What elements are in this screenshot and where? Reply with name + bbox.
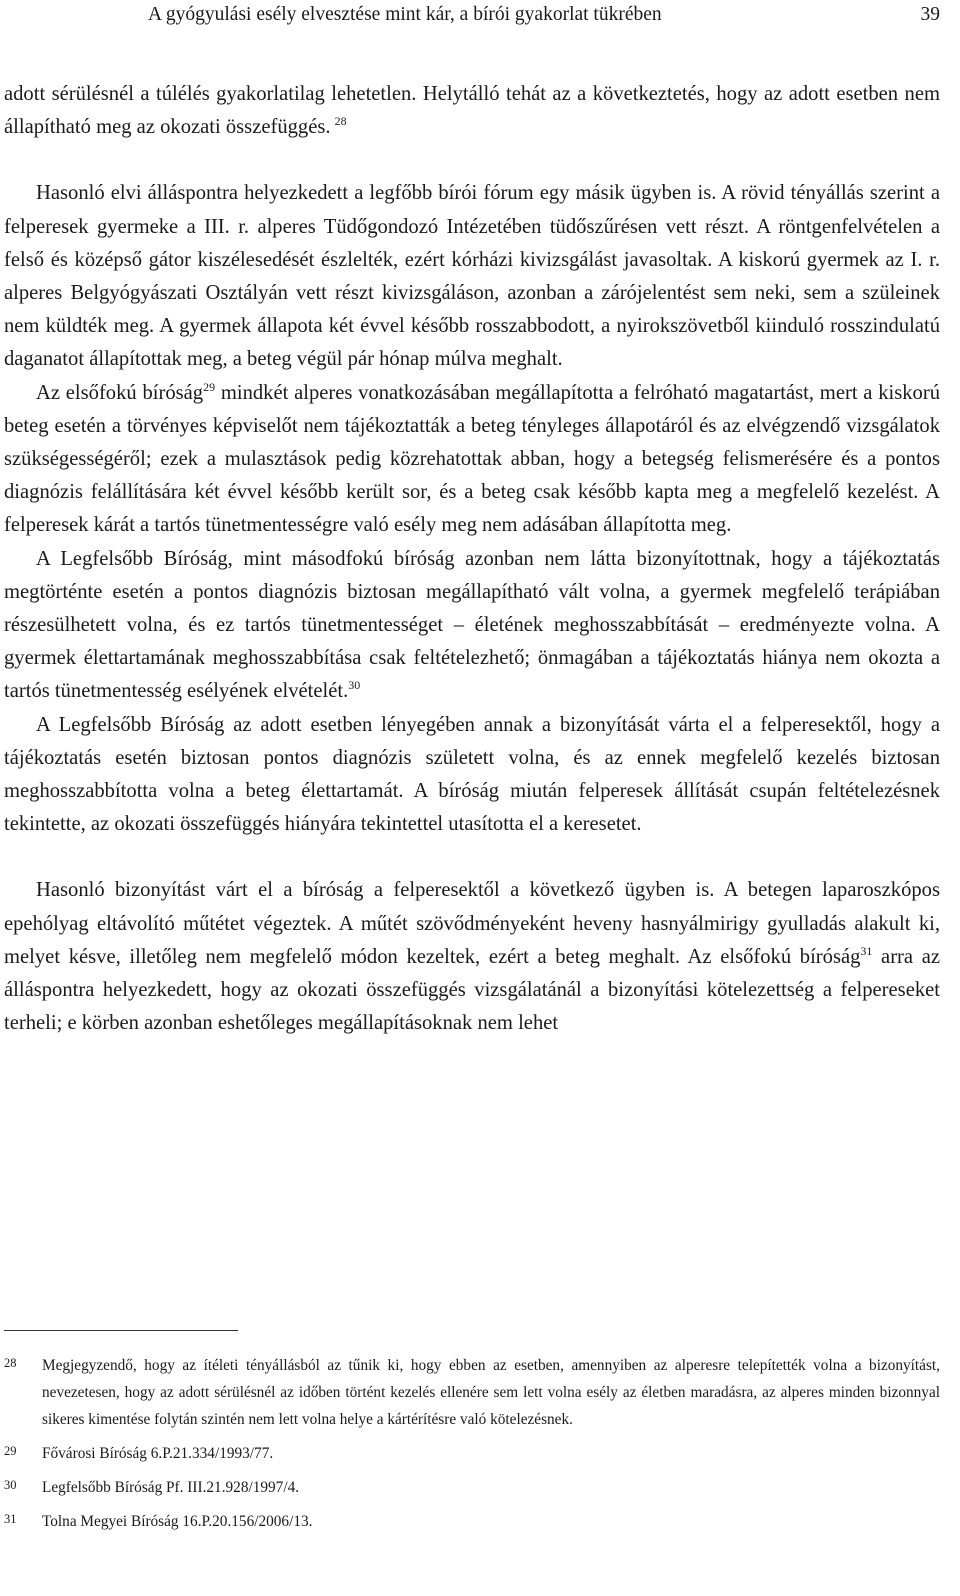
running-header: [0, 0, 960, 40]
footnote-ref-28[interactable]: 28: [334, 114, 347, 129]
footnote-text: Fővárosi Bíróság 6.P.21.334/1993/77.: [42, 1445, 274, 1462]
footnote-29: [4, 1440, 940, 1467]
paragraph-4: A Legfelsőbb Bíróság, mint másodfokú bíróság azonban nem látta bizonyítottnak, hogy a tájékoztatás megtörténte esetén a pontos diagnózis biztosan megállapítható vált volna, a gyermek megfelelő terápiában részesülhetett volna, és ez tartós tünetmentességet – életének meghosszabbítását – eredményezte volna. A gyermek élettartamának meghosszabbítása csak feltételezhető; önmagában a tájékoztatás hiánya nem okozta a tartós tünetmentesség esélyének elvételét.$^{30}$: [4, 547, 940, 703]
paragraph-2: Hasonló elvi álláspontra helyezkedett a legfőbb bírói fórum egy másik ügyben is. A rövid tényállás szerint a felperesek gyermeke a III. r. alperes Tüdőgondozó Intézetében tüdőszűrésen vett részt. A röntgenfelvételen a felső és középső gátor kiszélesedését észlelték, ezért kórházi kivizsgálást javasoltak. A kiskorú gyermek az I. r. alperes Belgyógyászati Osztályán vett részt kivizsgáláson, azonban a zárójelentést sem neki, sem a szüleinek nem küldték meg. A gyermek állapota két évvel később rosszabbodott, a nyirokszövetből kiinduló rosszindulatú daganatot állapítottak meg, a beteg végül pár hónap múlva meghalt.: [4, 182, 940, 371]
running-title: A gyógyulási esély elvesztése mint kár, a bírói gyakorlat tükrében: [148, 4, 662, 25]
footnote-28: [4, 1352, 940, 1433]
footnotes: [4, 1352, 940, 1542]
footnote-number: 29: [4, 1444, 17, 1458]
footnote-number: 30: [4, 1478, 17, 1492]
footnote-ref-31[interactable]: 31: [860, 944, 873, 959]
footnote-separator: [4, 1330, 238, 1331]
footnote-ref-30[interactable]: 30: [348, 678, 361, 693]
paragraph-5: A Legfelsőbb Bíróság az adott esetben lényegében annak a bizonyítását várta el a felperesektől, hogy a tájékoztatás esetén biztosan pontos diagnózis született volna, és az ennek megfelelő kezelés biztosan meghosszabbította volna a beteg élettartamát. A bíróság miután felperesek állítását csupán feltételezésnek tekintette, az okozati összefüggés hiányára tekintettel utasította el a keresetet.: [4, 713, 940, 836]
paragraph-6: Hasonló bizonyítást várt el a bíróság a felperesektől a következő ügyben is. A betegen laparoszkópos epehólyag eltávolító műtétet végeztek. A műtét szövődményeként heveny hasnyálmirigy gyulladás alakult ki, melyet késve, illetőleg nem megfelelő módon kezeltek, ezért a beteg meghalt. Az elsőfokú bíróság$^{31}$ arra az álláspontra helyezkedett, hogy az okozati összefüggés vizsgálatánál a bizonyítási kötelezettség a felpereseket terheli; e körben azonban eshetőleges megállapításoknak nem lehet: [4, 879, 940, 1035]
footnote-ref-29[interactable]: 29: [203, 379, 216, 394]
paragraph-3: Az elsőfokú bíróság$^{29}$ mindkét alperes vonatkozásában megállapította a felróható magatartást, mert a kiskorú beteg esetén a törvényes képviselőt nem tájékoztatták a beteg tényleges állapotáról és az elvégzendő vizsgálatok szükségességéről; ezek a mulasztások pedig közrehatottak abban, hogy a betegség felismerésére és a pontos diagnózis felállítására két évvel később került sor, és a beteg csak később kapta meg a megfelelő kezelést. A felperesek kárát a tartós tünetmentességre való esély meg nem adásában állapította meg.: [4, 379, 940, 537]
footnote-number: 31: [4, 1512, 17, 1526]
footnote-text: Tolna Megyei Bíróság 16.P.20.156/2006/13.: [42, 1513, 313, 1530]
page-number: 39: [920, 4, 940, 25]
footnote-number: 28: [4, 1356, 17, 1370]
footnote-31: [4, 1508, 940, 1535]
footnote-30: [4, 1474, 940, 1501]
main-text: [4, 78, 940, 1040]
footnote-text: Megjegyzendő, hogy az ítéleti tényállásból az tűnik ki, hogy ebben az esetben, amennyiben az alperesre telepítették volna a bizonyítást, nevezetesen, hogy az adott sérülésnél az időben történt kezelés ellenére sem lett volna esély az életben maradásra, az alperes minden bizonnyal sikeres kimentése folytán szintén nem lett volna helye a kártérítésre való kötelezésnek.: [42, 1357, 940, 1428]
footnote-text: Legfelsőbb Bíróság Pf. III.21.928/1997/4.: [42, 1479, 300, 1496]
paragraph-1: adott sérülésnél a túlélés gyakorlatilag lehetetlen. Helytálló tehát az a következtetés, hogy az adott esetben nem állapítható meg az okozati összefüggés. $^{28}$: [4, 83, 940, 139]
